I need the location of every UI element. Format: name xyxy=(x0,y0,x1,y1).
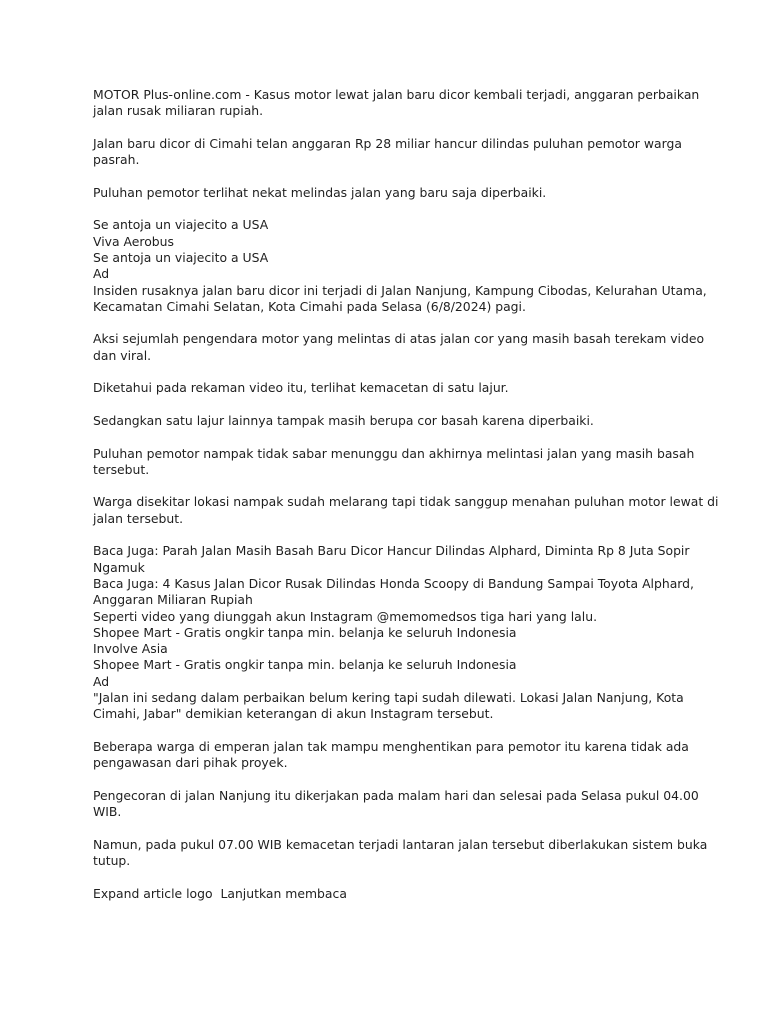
related-link-text[interactable]: Ngamuk xyxy=(93,559,145,575)
paragraph-intro xyxy=(93,87,700,120)
text-line: tutup. xyxy=(93,852,131,868)
text-line: dan viral. xyxy=(93,347,152,363)
text-line: WIB. xyxy=(93,804,122,820)
text-line: Puluhan pemotor nampak tidak sabar menunggu dan akhirnya melintasi jalan yang masih basah xyxy=(93,445,695,461)
ad-sponsor[interactable]: Viva Aerobus xyxy=(93,233,174,249)
text-line: Kecamatan Cimahi Selatan, Kota Cimahi pada Selasa (6/8/2024) pagi. xyxy=(93,298,526,314)
paragraph xyxy=(93,282,707,316)
article-body xyxy=(93,87,719,902)
text-line: Puluhan pemotor terlihat nekat melindas jalan yang baru saja diperbaiki. xyxy=(93,184,547,200)
text-line: pengawasan dari pihak proyek. xyxy=(93,755,288,771)
related-link-text[interactable]: Baca Juga: 4 Kasus Jalan Dicor Rusak Dilindas Honda Scoopy di Bandung Sampai Toyota Alphard, xyxy=(93,575,694,591)
expand-article-button[interactable] xyxy=(93,886,683,902)
text-line: MOTOR Plus-online.com - Kasus motor lewat jalan baru dicor kembali terjadi, anggaran perbaikan xyxy=(93,87,700,102)
ad-label: Ad xyxy=(93,673,110,689)
ad-block-shopee-mart[interactable] xyxy=(93,625,683,690)
paragraph xyxy=(93,836,708,870)
text-line: Beberapa warga di emperan jalan tak mampu menghentikan para pemotor itu karena tidak ada xyxy=(93,738,689,754)
paragraph xyxy=(93,413,683,429)
paragraph-quote xyxy=(93,690,683,723)
related-link-alphard[interactable] xyxy=(93,543,690,576)
ad-title-link[interactable]: Se antoja un viajecito a USA xyxy=(93,249,269,265)
ad-title-link[interactable]: Shopee Mart - Gratis ongkir tanpa min. belanja ke seluruh Indonesia xyxy=(93,624,517,640)
paragraph xyxy=(93,738,689,772)
text-line: pasrah. xyxy=(93,152,140,168)
continue-reading-link[interactable]: Lanjutkan membaca xyxy=(220,885,347,901)
text-line: Pengecoran di jalan Nanjung itu dikerjakan pada malam hari dan selesai pada Selasa pukul 04.00 xyxy=(93,787,699,803)
paragraph xyxy=(93,380,683,396)
paragraph-instagram xyxy=(93,609,683,625)
text-line: Diketahui pada rekaman video itu, terlihat kemacetan di satu lajur. xyxy=(93,380,509,396)
text-line: tersebut. xyxy=(93,461,150,477)
text-line: Warga disekitar lokasi nampak sudah melarang tapi tidak sanggup menahan puluhan motor lewat di xyxy=(93,494,719,510)
text-line: Seperti video yang diunggah akun Instagram @memomedsos tiga hari yang lalu. xyxy=(93,608,598,624)
paragraph xyxy=(93,787,699,821)
ad-title-link[interactable]: Shopee Mart - Gratis ongkir tanpa min. belanja ke seluruh Indonesia xyxy=(93,657,517,673)
paragraph xyxy=(93,185,683,201)
related-link-scoopy[interactable] xyxy=(93,575,694,609)
text-line: "Jalan ini sedang dalam perbaikan belum kering tapi sudah dilewati. Lokasi Jalan Nanjung, Kota xyxy=(93,689,684,705)
related-link-text[interactable]: Baca Juga: Parah Jalan Masih Basah Baru Dicor Hancur Dilindas Alphard, Diminta Rp 8 Juta Sopir xyxy=(93,543,690,559)
text-line: jalan tersebut. xyxy=(93,510,184,526)
paragraph xyxy=(93,445,695,479)
text-line: Sedangkan satu lajur lainnya tampak masih berupa cor basah karena diperbaiki. xyxy=(93,412,594,428)
text-line: Aksi sejumlah pengendara motor yang melintas di atas jalan cor yang masih basah terekam video xyxy=(93,331,705,347)
text-line: Jalan baru dicor di Cimahi telan anggaran Rp 28 miliar hancur dilindas puluhan pemotor warga xyxy=(93,135,682,151)
text-line: jalan rusak miliaran rupiah. xyxy=(93,103,264,119)
ad-label: Ad xyxy=(93,266,110,282)
related-articles xyxy=(93,543,694,608)
text-line: Insiden rusaknya jalan baru dicor ini terjadi di Jalan Nanjung, Kampung Cibodas, Kelurahan Utama, xyxy=(93,282,707,298)
text-line: Namun, pada pukul 07.00 WIB kemacetan terjadi lantaran jalan tersebut diberlakukan sistem buka xyxy=(93,836,708,852)
ad-title-link[interactable]: Se antoja un viajecito a USA xyxy=(93,217,269,233)
ad-sponsor[interactable]: Involve Asia xyxy=(93,641,168,657)
paragraph xyxy=(93,494,719,527)
paragraph xyxy=(93,331,705,364)
paragraph xyxy=(93,136,683,169)
related-link-text[interactable]: Anggaran Miliaran Rupiah xyxy=(93,592,253,608)
text-line: Cimahi, Jabar" demikian keterangan di akun Instagram tersebut. xyxy=(93,706,494,722)
expand-article-logo-icon: Expand article logo xyxy=(93,885,213,901)
ad-block-viva-aerobus[interactable] xyxy=(93,217,683,282)
